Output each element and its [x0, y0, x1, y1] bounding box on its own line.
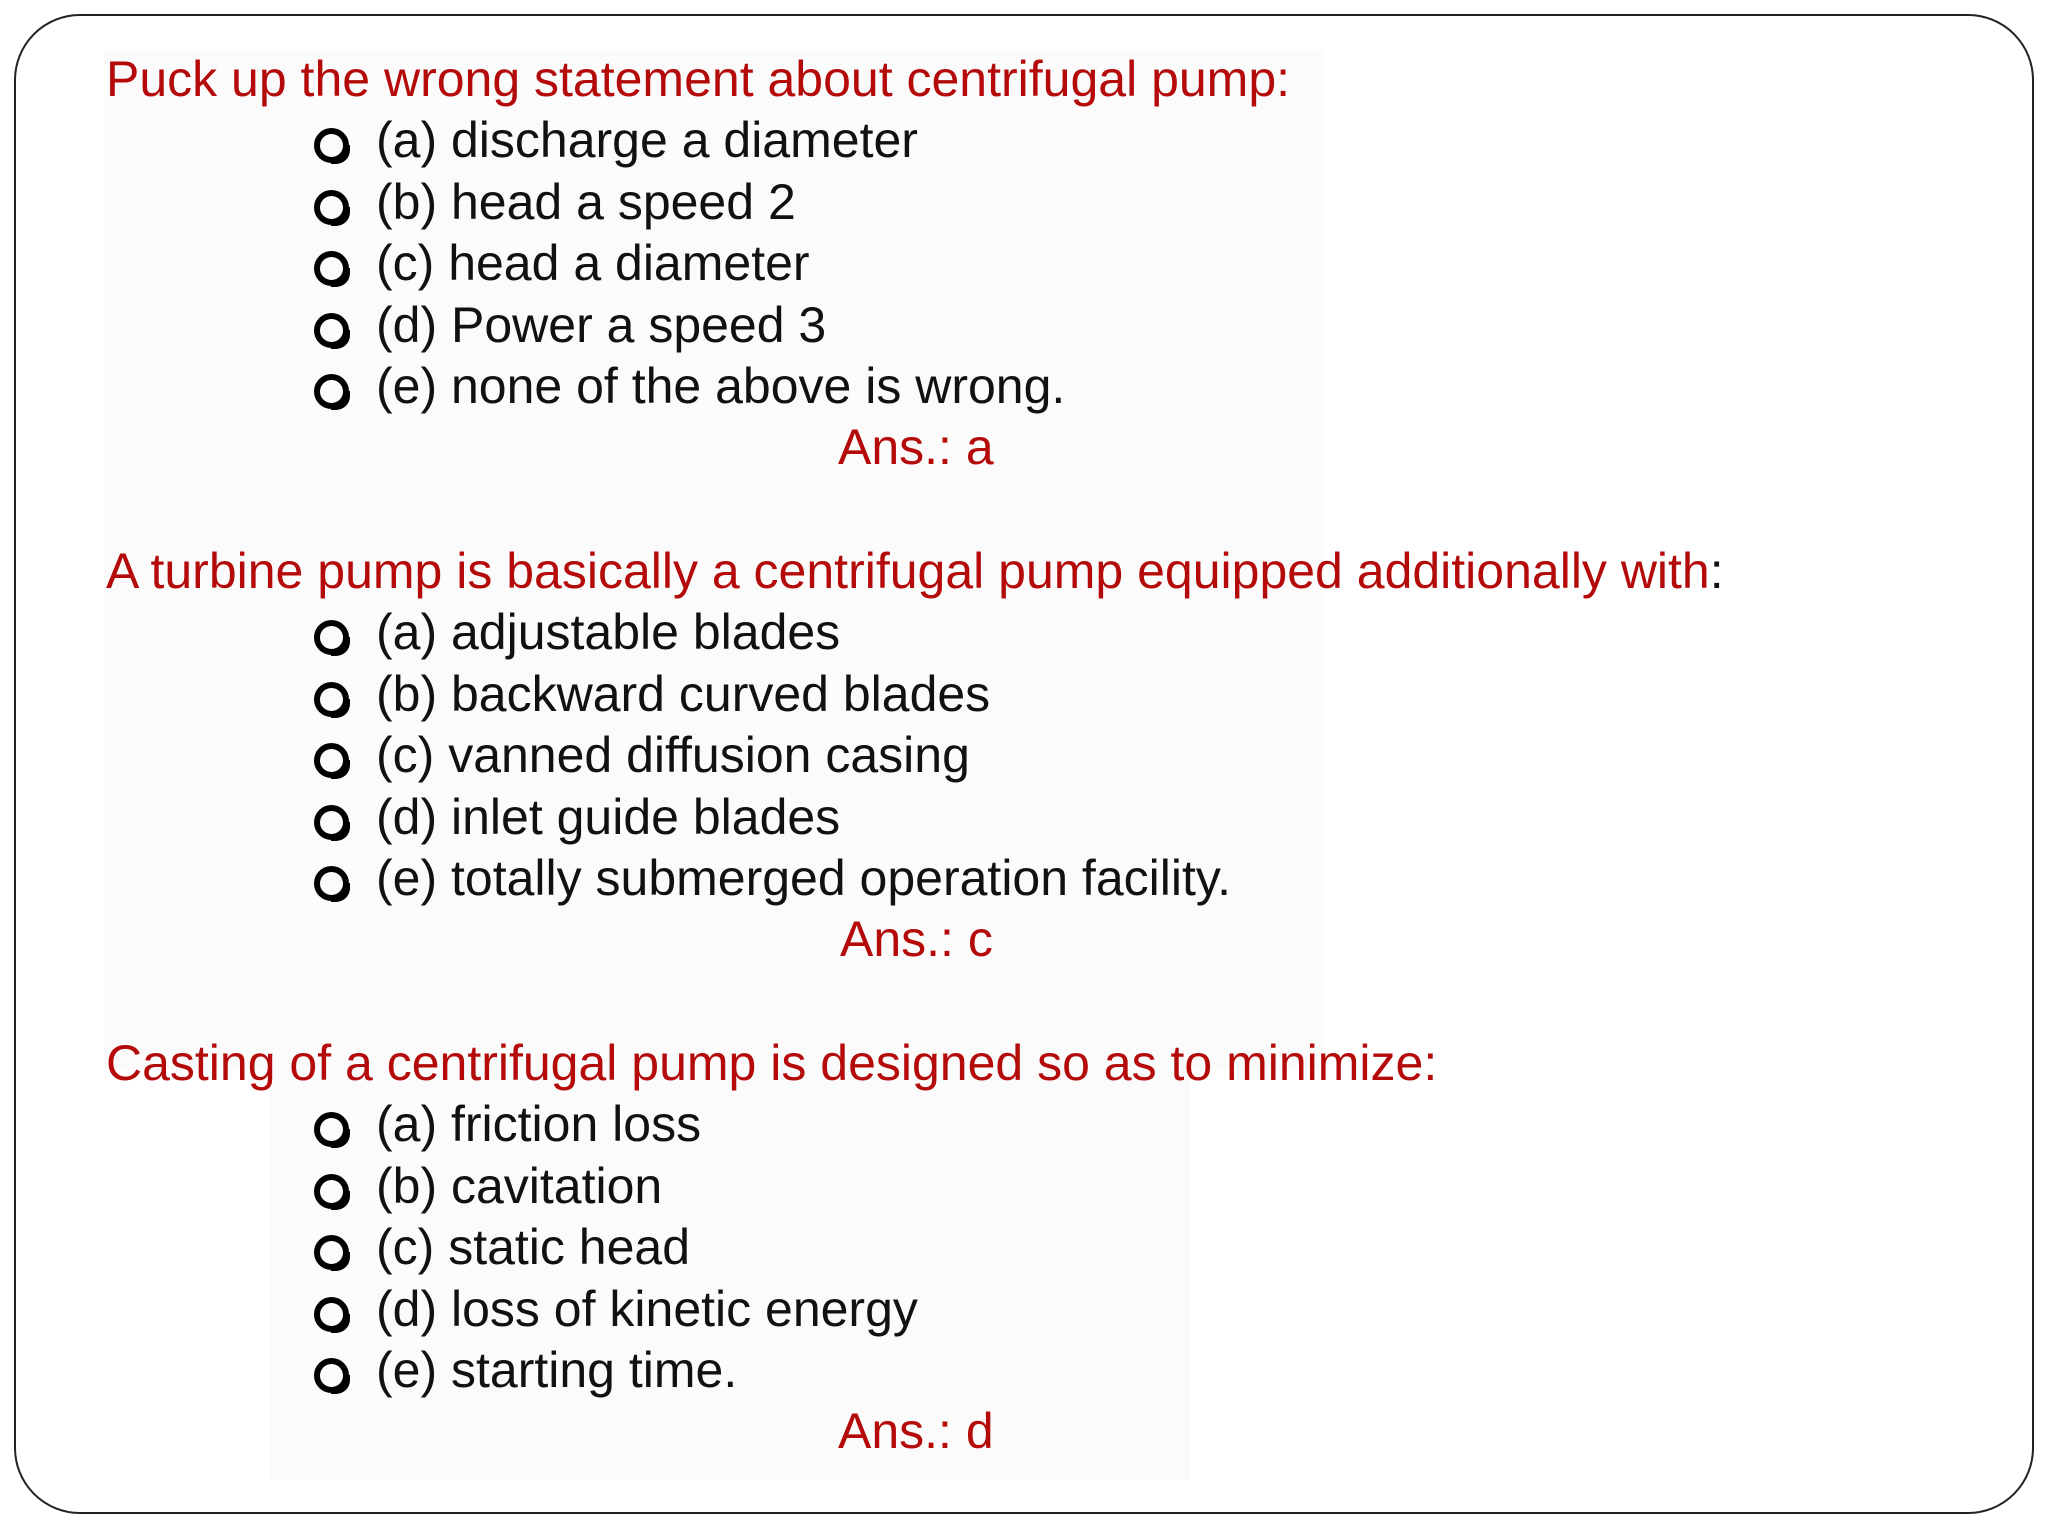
option-item — [106, 172, 1966, 234]
option-item — [106, 233, 1966, 295]
answer-label: Ans.: c — [840, 911, 993, 967]
option-text: (d) Power a speed 3 — [376, 296, 827, 353]
question-prompt-text: Puck up the wrong statement about centrifugal pump: — [106, 51, 1291, 107]
question-block-3 — [106, 1032, 1966, 1402]
option-text: (b) backward curved blades — [376, 665, 991, 722]
option-text: (a) adjustable blades — [376, 604, 841, 660]
option-list — [106, 110, 1966, 418]
option-item — [106, 1279, 1966, 1341]
circle-bullet-icon — [314, 1174, 349, 1209]
circle-bullet-icon — [314, 190, 349, 225]
option-text: (b) cavitation — [376, 1157, 663, 1214]
option-text: (a) friction loss — [376, 1096, 702, 1152]
option-list — [106, 1094, 1966, 1402]
option-text: (e) totally submerged operation facility. — [376, 850, 1232, 906]
question-prompt-text: Casting of a centrifugal pump is designed so as to minimize: — [106, 1035, 1438, 1091]
option-text: (c) static head — [376, 1219, 691, 1275]
option-item — [106, 664, 1966, 726]
option-text: (c) head a diameter — [376, 235, 810, 291]
question-prompt-tail: : — [1709, 543, 1724, 599]
option-text: (b) head a speed 2 — [376, 173, 796, 230]
option-item — [106, 1094, 1966, 1156]
answer-label: Ans.: a — [838, 419, 994, 475]
answer-label: Ans.: d — [838, 1403, 994, 1459]
circle-bullet-icon — [314, 620, 349, 655]
option-item — [106, 725, 1966, 787]
circle-bullet-icon — [314, 1235, 349, 1270]
option-item — [106, 1340, 1966, 1402]
circle-bullet-icon — [314, 313, 349, 348]
option-item — [106, 602, 1966, 664]
question-prompt-text: A turbine pump is basically a centrifugal pump equipped additionally with — [106, 543, 1710, 599]
option-item — [106, 110, 1966, 172]
question-prompt — [106, 540, 1966, 602]
question-prompt — [106, 1032, 1966, 1094]
option-item — [106, 848, 1966, 910]
option-text: (e) none of the above is wrong. — [376, 358, 1066, 414]
circle-bullet-icon — [314, 374, 349, 409]
option-text: (c) vanned diffusion casing — [376, 727, 970, 783]
option-text: (a) discharge a diameter — [376, 112, 918, 168]
circle-bullet-icon — [314, 128, 349, 163]
question-block-2 — [106, 540, 1966, 910]
option-text: (d) inlet guide blades — [376, 788, 841, 845]
circle-bullet-icon — [314, 682, 349, 717]
option-item — [106, 1217, 1966, 1279]
circle-bullet-icon — [314, 1112, 349, 1147]
circle-bullet-icon — [314, 805, 349, 840]
circle-bullet-icon — [314, 743, 349, 778]
circle-bullet-icon — [314, 251, 349, 286]
question-block-1 — [106, 48, 1966, 418]
option-item — [106, 295, 1966, 357]
option-item — [106, 1156, 1966, 1218]
option-list — [106, 602, 1966, 910]
circle-bullet-icon — [314, 866, 349, 901]
circle-bullet-icon — [314, 1358, 349, 1393]
circle-bullet-icon — [314, 1297, 349, 1332]
option-text: (e) starting time. — [376, 1342, 738, 1398]
option-item — [106, 356, 1966, 418]
option-item — [106, 787, 1966, 849]
option-text: (d) loss of kinetic energy — [376, 1280, 918, 1337]
question-prompt — [106, 48, 1966, 110]
